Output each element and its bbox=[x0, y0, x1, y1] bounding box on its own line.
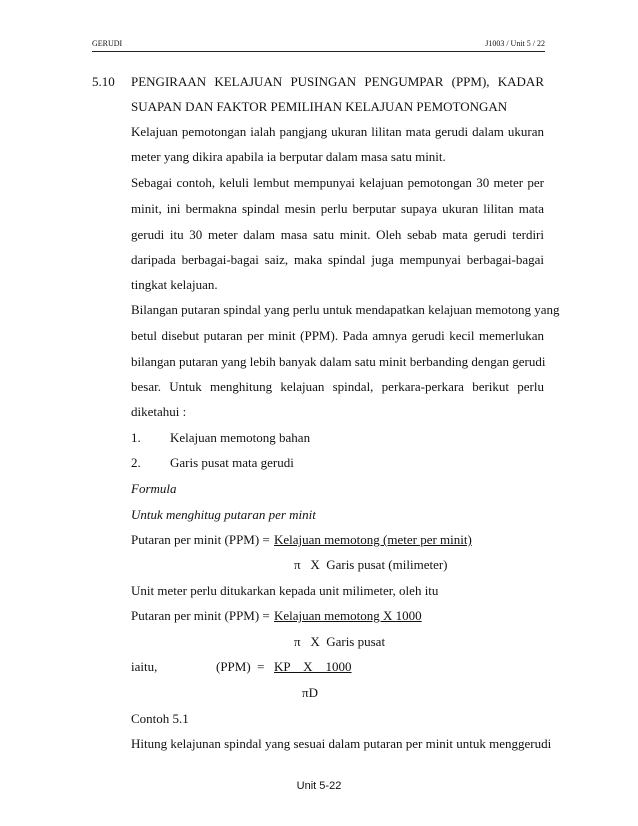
paragraph-2-line: minit, ini bermakna spindal mesin perlu berputar supaya ukuran lilitan mata bbox=[131, 201, 544, 216]
paragraph-2-line: gerudi itu 30 meter dalam masa satu minit. Oleh sebab mata gerudi terdiri bbox=[131, 227, 544, 242]
unit-conversion-note: Unit meter perlu ditukarkan kepada unit milimeter, oleh itu bbox=[131, 583, 439, 598]
running-header-right: J1003 / Unit 5 / 22 bbox=[485, 39, 545, 48]
formula-1-numerator: Kelajuan memotong (meter per minit) bbox=[274, 532, 472, 547]
paragraph-3-line: besar. Untuk menghitung kelajuan spindal, perkara-perkara berikut perlu bbox=[131, 379, 544, 394]
formula-1-denominator: π X Garis pusat (milimeter) bbox=[294, 557, 448, 572]
list-item-text: Garis pusat mata gerudi bbox=[170, 455, 294, 470]
section-title-line-2: SUAPAN DAN FAKTOR PEMILIHAN KELAJUAN PEMOTONGAN bbox=[131, 99, 508, 114]
running-header-left: GERUDI bbox=[92, 39, 123, 48]
formula-3-label: iaitu, bbox=[131, 659, 158, 674]
formula-heading: Formula bbox=[131, 481, 177, 496]
formula-3-numerator: KP X 1000 bbox=[274, 659, 352, 674]
example-line: Hitung kelajunan spindal yang sesuai dalam putaran per minit untuk menggerudi bbox=[131, 736, 552, 751]
paragraph-2-line: Sebagai contoh, keluli lembut mempunyai kelajuan pemotongan 30 meter per bbox=[131, 175, 544, 190]
paragraph-3-line: diketahui : bbox=[131, 404, 187, 419]
formula-subheading: Untuk menghitug putaran per minit bbox=[131, 507, 316, 522]
formula-2-lhs: Putaran per minit (PPM) = bbox=[131, 608, 270, 623]
section-title-line-1: PENGIRAAN KELAJUAN PUSINGAN PENGUMPAR (PPM), KADAR bbox=[131, 74, 544, 89]
paragraph-3-line: Bilangan putaran spindal yang perlu untuk mendapatkan kelajuan memotong yang bbox=[131, 302, 560, 317]
paragraph-2-line: tingkat kelajuan. bbox=[131, 277, 218, 292]
paragraph-1-line: Kelajuan pemotongan ialah pangjang ukuran lilitan mata gerudi dalam ukuran bbox=[131, 124, 544, 139]
header-rule bbox=[92, 51, 545, 52]
page-footer: Unit 5-22 bbox=[296, 780, 342, 792]
example-title: Contoh 5.1 bbox=[131, 711, 189, 726]
formula-1-lhs: Putaran per minit (PPM) = bbox=[131, 532, 270, 547]
paragraph-2-line: daripada berbagai-bagai saiz, maka spindal juga mempunyai berbagai-bagai bbox=[131, 252, 544, 267]
formula-2-denominator: π X Garis pusat bbox=[294, 634, 386, 649]
paragraph-3-line: bilangan putaran yang lebih banyak dalam satu minit berbanding dengan gerudi bbox=[131, 354, 546, 369]
paragraph-3-line: betul disebut putaran per minit (PPM). Pada amnya gerudi kecil memerlukan bbox=[131, 328, 544, 343]
list-item-number: 1. bbox=[131, 430, 141, 445]
formula-2-numerator: Kelajuan memotong X 1000 bbox=[274, 608, 422, 623]
formula-3-denominator: πD bbox=[302, 685, 318, 700]
list-item-text: Kelajuan memotong bahan bbox=[170, 430, 311, 445]
list-item-number: 2. bbox=[131, 455, 141, 470]
paragraph-1-line: meter yang dikira apabila ia berputar dalam masa satu minit. bbox=[131, 149, 446, 164]
formula-3-lhs: (PPM) = bbox=[216, 659, 265, 674]
section-number: 5.10 bbox=[92, 74, 115, 89]
